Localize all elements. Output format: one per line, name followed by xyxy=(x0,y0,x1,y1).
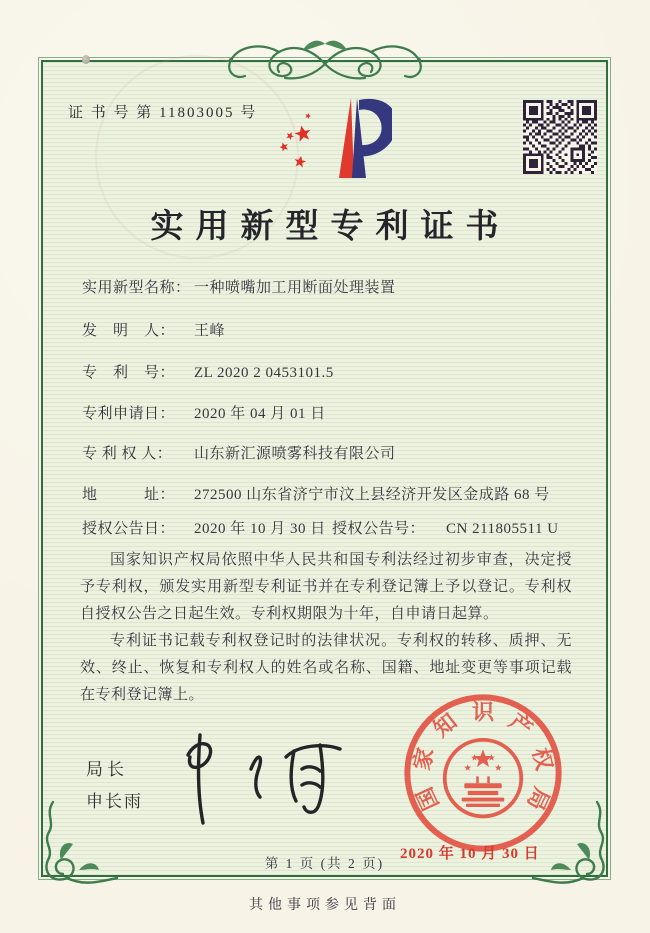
field-row-inventor xyxy=(82,319,592,340)
field-label: 实用新型名称： xyxy=(82,280,191,296)
cnipa-logo-icon xyxy=(280,90,392,185)
field-value: 2020 年 04 月 01 日 xyxy=(194,406,326,422)
logo-stars xyxy=(280,112,312,168)
field-value: 2020 年 10 月 30 日 xyxy=(194,521,326,537)
body-paragraphs xyxy=(80,547,572,709)
seal-char: 产 xyxy=(504,708,538,742)
certificate-number: 证 书 号 第 11803005 号 xyxy=(68,105,258,121)
seal-char: 知 xyxy=(428,708,462,742)
seal-char: 家 xyxy=(408,745,439,773)
field-row-address xyxy=(82,483,592,504)
field-value: CN 211805511 U xyxy=(446,521,559,537)
page-number: 第 1 页 (共 2 页) xyxy=(264,856,385,871)
commissioner-title: 局长 xyxy=(86,760,128,779)
commissioner-name: 申长雨 xyxy=(86,792,143,811)
national-emblem-icon xyxy=(445,740,522,817)
top-flourish-ornament xyxy=(215,34,435,86)
field-value: 一种喷嘴加工用断面处理装置 xyxy=(194,280,396,296)
seal-char: 局 xyxy=(522,783,555,815)
field-value: 王峰 xyxy=(194,323,226,339)
field-value: 山东新汇源喷雾科技有限公司 xyxy=(194,446,396,462)
paragraph-register-statement: 专利证书记载专利权登记时的法律状况。专利权的转移、质押、无效、终止、恢复和专利权人的姓名或名称、国籍、地址变更等事项记载在专利登记簿上。 xyxy=(80,633,572,703)
field-label: 授权公告号： xyxy=(332,521,426,537)
field-row-patentee xyxy=(82,442,592,463)
paragraph-grant-statement: 国家知识产权局依照中华人民共和国专利法经过初步审查，决定授予专利权，颁发实用新型专利证书并在专利登记簿上予以登记。专利权自授权公告之日起生效。专利权期限为十年，自申请日起算。 xyxy=(80,552,572,622)
field-label: 专利申请日： xyxy=(82,406,176,422)
seal-char: 权 xyxy=(527,745,558,773)
staple-mark xyxy=(82,55,90,64)
field-value: 272500 山东省济宁市汶上县经济开发区金成路 68 号 xyxy=(194,487,550,503)
seal-char: 识 xyxy=(471,699,495,725)
seal-char: 国 xyxy=(411,783,444,815)
seal-date: 2020 年 10 月 30 日 xyxy=(400,846,540,862)
field-label: 授权公告日： xyxy=(82,521,176,537)
field-row-filing-date xyxy=(82,402,592,423)
handwritten-signature xyxy=(148,731,358,826)
field-label: 专 利 权 人： xyxy=(82,446,173,462)
field-row-grant xyxy=(82,517,592,538)
qr-code xyxy=(523,100,597,174)
field-label: 专 利 号： xyxy=(82,365,176,381)
back-side-note: 其他事项参见背面 xyxy=(249,898,401,913)
field-label: 发 明 人： xyxy=(82,323,176,339)
logo-blue-bowl xyxy=(359,99,392,156)
field-value: ZL 2020 2 0453101.5 xyxy=(194,365,334,381)
logo-red-wedge xyxy=(339,98,354,178)
field-row-patent-no xyxy=(82,361,592,382)
certificate-title: 实用新型专利证书 xyxy=(150,209,511,245)
field-label: 地 址： xyxy=(82,487,176,503)
field-row-name xyxy=(82,276,592,297)
official-seal xyxy=(398,688,568,858)
